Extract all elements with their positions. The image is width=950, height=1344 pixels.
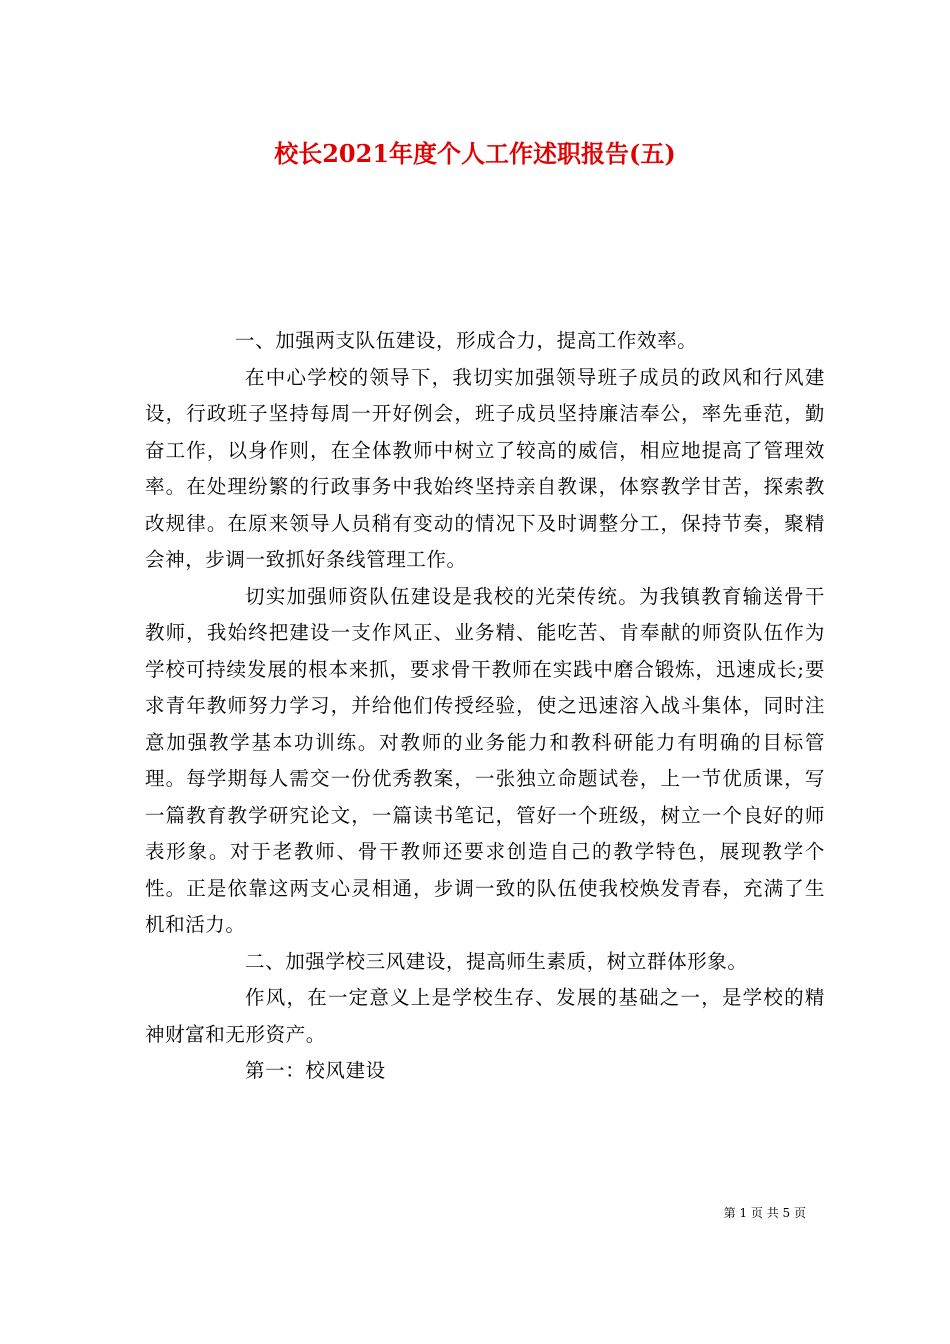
document-title: 校长2021年度个人工作述职报告(五) — [274, 139, 676, 168]
paragraph: 作风，在一定意义上是学校生存、发展的基础之一，是学校的精神财富和无形资产。 — [145, 986, 825, 1046]
paragraph: 在中心学校的领导下，我切实加强领导班子成员的政风和行风建设，行政班子坚持每周一开好例会，班子成员坚持廉洁奉公，率先垂范，勤奋工作，以身作则，在全体教师中树立了较高的威信，相应地提高了管理效率。在处理纷繁的行政事务中我始终坚持亲自教课，体察教学甘苦，探索教改规律。在原来领导人员稍有变动的情况下及时调整分工，保持节奏，聚精会神，步调一致抓好条线管理工作。 — [145, 365, 825, 571]
document-body — [145, 323, 825, 1090]
section-heading-2: 二、加强学校三风建设，提高师生素质，树立群体形象。 — [245, 949, 748, 973]
section-heading-1: 一、加强两支队伍建设，形成合力，提高工作效率。 — [235, 329, 698, 352]
page-number-footer: 第 1 页 共 5 页 — [723, 1206, 806, 1220]
paragraph: 切实加强师资队伍建设是我校的光荣传统。为我镇教育输送骨干教师，我始终把建设一支作风正、业务精、能吃苦、肯奉献的师资队伍作为学校可持续发展的根本来抓，要求骨干教师在实践中磨合锻炼，迅速成长;要求青年教师努力学习，并给他们传授经验，使之迅速溶入战斗集体，同时注意加强教学基本功训练。对教师的业务能力和教科研能力有明确的目标管理。每学期每人需交一份优秀教案，一张独立命题试卷，上一节优质课，写一篇教育教学研究论文，一篇读书笔记，管好一个班级，树立一个良好的师表形象。对于老教师、骨干教师还要求创造自己的教学特色，展现教学个性。正是依靠这两支心灵相通，步调一致的队伍使我校焕发青春，充满了生机和活力。 — [145, 584, 825, 936]
subsection-heading: 第一：校风建设 — [245, 1059, 386, 1082]
